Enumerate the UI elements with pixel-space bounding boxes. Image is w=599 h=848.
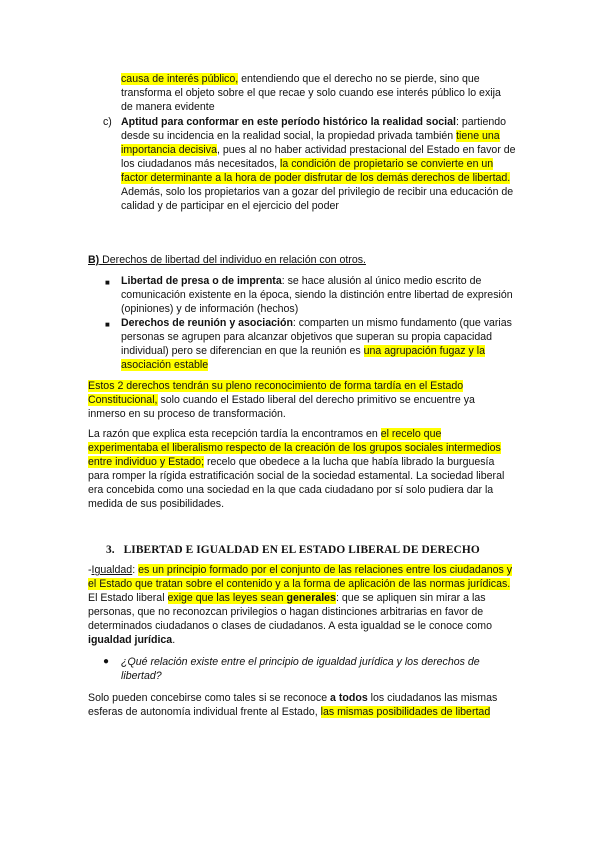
paragraph: -Igualdad: es un principio formado por el conjunto de las relaciones entre los ciudadanos y el Estado que tratan sobre el contenido y a la forma de aplicación de las normas jurídicas. El Estado liberal exige que las leyes sean generales: que se apliquen sin mirar a las personas, que no reconozcan privilegios o hagan distinciones arbitrarias en favor de determinados ciudadanos o clases de ciudadanos. A esta igualdad se le conoce como igualdad jurídica.: [88, 564, 513, 646]
section-b-heading: B) Derechos de libertad del individuo en relación con otros.: [88, 254, 366, 266]
square-bullet-icon: ■: [105, 320, 110, 329]
item-c-title: Aptitud para conformar en este período histórico la realidad social: [121, 116, 456, 128]
list-item: Libertad de presa o de imprenta: se hace alusión al único medio escrito de comunicación existente en la época, siendo la distinción entre libertad de expresión (opiniones) y de información (hechos): [121, 275, 513, 315]
top-paragraph: causa de interés público, entendiendo que el derecho no se pierde, sino que transforma el objeto sobre el que recae y solo cuando ese interés público lo exija de manera evidente: [121, 73, 501, 113]
paragraph: Estos 2 derechos tendrán su pleno reconocimiento de forma tardía en el Estado Constitucional, solo cuando el Estado liberal del derecho primitivo se encuentre ya inmerso en su proceso de transformación.: [88, 380, 475, 420]
list-marker-c: c): [103, 116, 112, 128]
term-igualdad: Igualdad: [91, 564, 133, 576]
list-item-c: Aptitud para conformar en este período histórico la realidad social: partiendo desde su incidencia en la realidad social, la propiedad privada también tiene una importancia decisiva, pues al no haber actividad prestacional del Estado en favor de los ciudadanos más necesitados, la condición de propietario se convierte en un factor determinante a la hora de poder disfrutar de los demás derechos de libertad. Además, solo los propietarios van a gozar del privilegio de recibir una educación de calidad y de participar en el ejercicio del poder: [121, 116, 516, 212]
top-continuation: [121, 72, 513, 114]
question-item: ¿Qué relación existe entre el principio de igualdad jurídica y los derechos de libertad?: [121, 656, 480, 682]
round-bullet-icon: ●: [103, 656, 110, 667]
paragraph: Solo pueden concebirse como tales si se reconoce a todos los ciudadanos las mismas esferas de autonomía individual frente al Estado, las mismas posibilidades de libertad: [88, 692, 498, 718]
highlight: causa de interés público,: [121, 73, 239, 85]
square-bullet-icon: ■: [105, 278, 110, 287]
paragraph: La razón que explica esta recepción tardía la encontramos en el recelo que experimentaba el liberalismo respecto de la creación de los grupos sociales intermedios entre individuo y Estado; recelo que obedece a la lucha que había librado la burguesía para romper la rígida estratificación social de la sociedad estamental. La sociedad liberal era concebida como una sociedad en la que cada ciudadano por sí solo pudiera dar la medida de sus posibilidades.: [88, 428, 505, 510]
list-item: Derechos de reunión y asociación: comparten un mismo fundamento (que varias personas se agrupen para alcanzar objetivos que superan su propia capacidad individual) pero se diferencian en que la reunión es una agrupación fugaz y la asociación estable: [121, 317, 512, 371]
section-heading: 3. LIBERTAD E IGUALDAD EN EL ESTADO LIBERAL DE DERECHO: [106, 544, 480, 556]
